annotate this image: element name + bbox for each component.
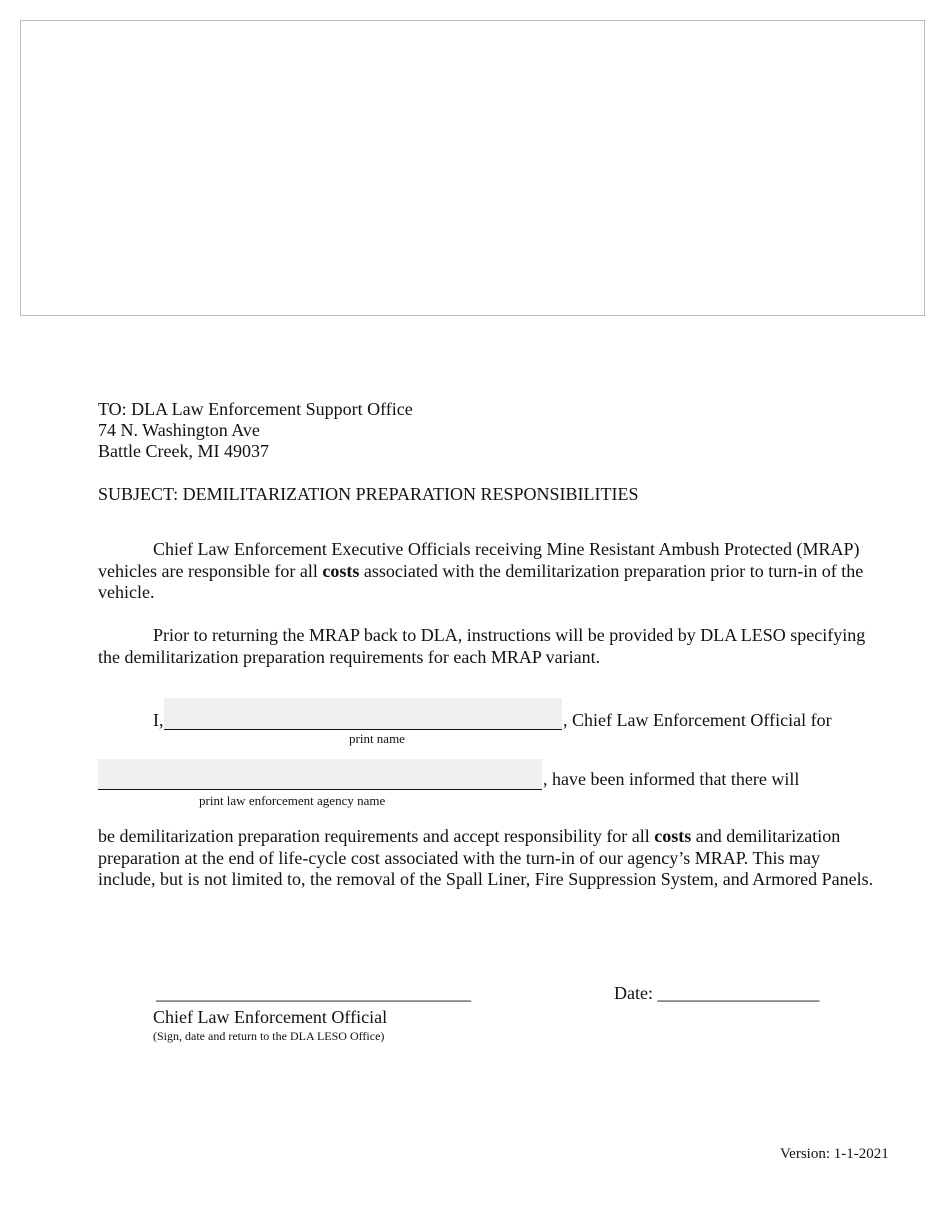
paragraph-1: [98, 539, 873, 604]
paragraph-2: Prior to returning the MRAP back to DLA, instructions will be provided by DLA LESO specifying the demilitarization preparation requirements for each MRAP variant.: [98, 625, 866, 667]
signature-instruction: (Sign, date and return to the DLA LESO Office): [153, 1029, 385, 1043]
certification-bold-costs: costs: [654, 826, 692, 846]
signature-title: Chief Law Enforcement Official: [153, 1007, 388, 1027]
certification-text-before: be demilitarization preparation requirements and accept responsibility for all: [98, 826, 655, 846]
certification-after-name: , Chief Law Enforcement Official for: [563, 710, 832, 730]
recipient-street: 74 N. Washington Ave: [98, 420, 260, 440]
certification-after-agency: , have been informed that there will: [543, 769, 800, 789]
certification-text-after: and demilitarization preparation at the end of life-cycle cost associated with the turn-in of our agency’s MRAP. This may include, but is not limited to, the removal of the Spall Liner, Fire Suppression System, and Armored Panels.: [98, 826, 874, 889]
certification-prefix: I,: [153, 710, 164, 730]
date-label: Date:: [614, 983, 658, 1003]
paragraph-1-text-before: Chief Law Enforcement Executive Officials receiving Mine Resistant Ambush Protected (MRAP) vehicles are responsible for all: [98, 539, 860, 581]
print-name-field[interactable]: [164, 698, 562, 730]
date-field[interactable]: [614, 983, 819, 1005]
paragraph-1-text-after: associated with the demilitarization preparation prior to turn-in of the vehicle.: [98, 560, 864, 602]
agency-name-field[interactable]: [98, 759, 542, 790]
certification-paragraph: [98, 826, 878, 891]
recipient-to-line: TO: DLA Law Enforcement Support Office: [98, 399, 413, 419]
signature-line[interactable]: ___________________________________: [156, 983, 471, 1003]
date-line[interactable]: __________________: [657, 983, 820, 1003]
recipient-city-state-zip: Battle Creek, MI 49037: [98, 441, 269, 461]
version-label: Version: 1-1-2021: [780, 1146, 889, 1162]
agency-name-caption: print law enforcement agency name: [199, 793, 386, 808]
print-name-caption: print name: [349, 731, 405, 746]
letterhead-placeholder: [20, 20, 925, 316]
subject-line: SUBJECT: DEMILITARIZATION PREPARATION RESPONSIBILITIES: [98, 484, 639, 504]
paragraph-1-bold-costs: costs: [322, 560, 360, 581]
